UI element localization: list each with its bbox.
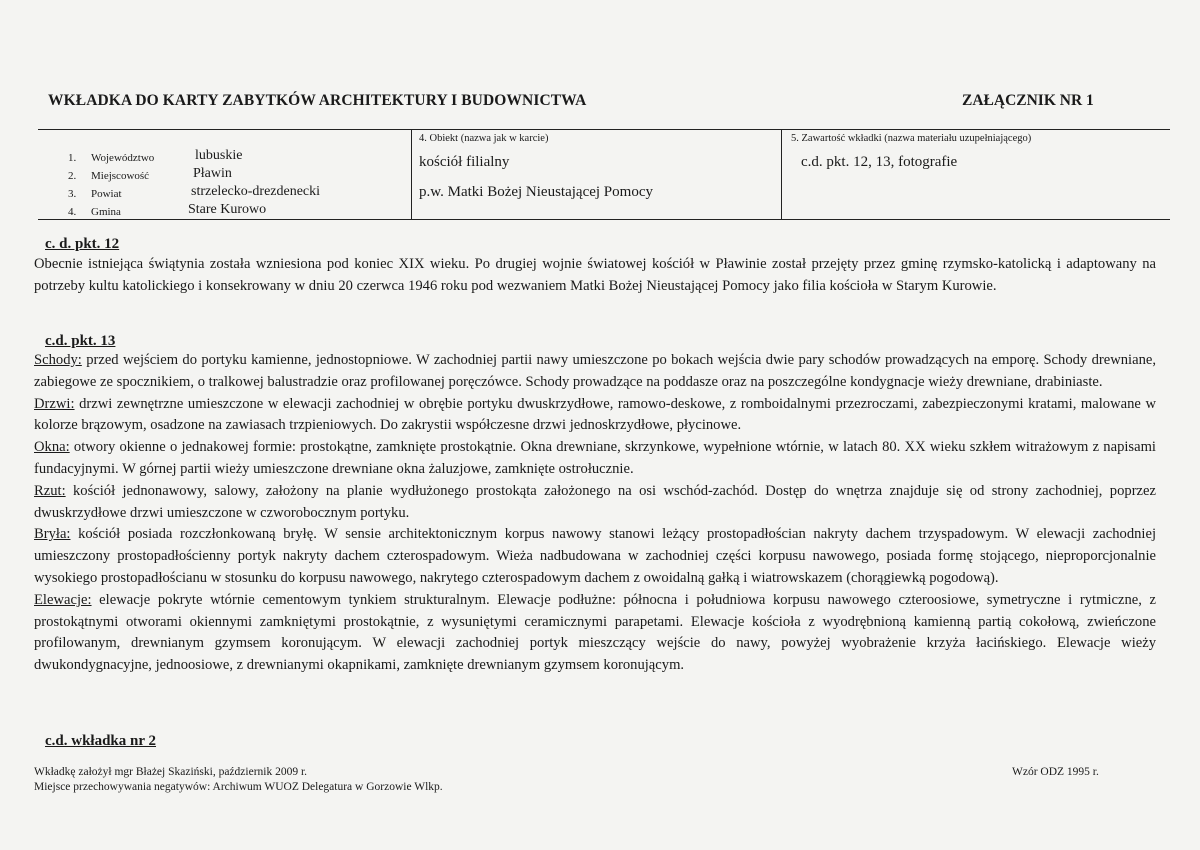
- section-13-heading: c.d. pkt. 13: [45, 333, 116, 349]
- item-text-massing: kościół posiada rozczłonkowaną bryłę. W sensie architektonicznym korpus nawowy stanowi leżący prostopadłościan nakryty dachem trzyspadowym. W elewacji zachodniej umieszczony prostopadłościenny portyk nakryty dachem czterospadowym. Wieża nadbudowana w zachodniej części korpusu nawowego, posiada formę stojącego, nieproporcjonalnie wysokiego prostopadłościanu w stosunku do korpusu nawowego, nakrytego czterospadowym dachem z owoidalną gałką i wiatrowskazem (chorągiewką pogodową).: [34, 526, 1156, 586]
- object-name: kościół filialny: [419, 154, 510, 170]
- table-divider: [411, 130, 412, 219]
- contents-value: c.d. pkt. 12, 13, fotografie: [801, 154, 958, 170]
- row-number: 4.: [68, 206, 77, 218]
- info-table: [38, 129, 1170, 220]
- row-number: 1.: [68, 152, 77, 164]
- item-text-stairs: przed wejściem do portyku kamienne, jednostopniowe. W zachodniej partii nawy umieszczone po bokach wejścia dwie pary schodów prowadzących na emporę. Schody drewniane, zabiegowe ze spocznikiem, o tralkowej balustradzie oraz profilowanej poręczówce. Schody prowadzące na poddasze oraz na poszczególne kondygnacje wieży drewniane, drabiniaste.: [34, 352, 1156, 390]
- row-value-commune: Stare Kurowo: [188, 202, 267, 217]
- description-item: [34, 526, 1156, 586]
- item-label-doors: Drzwi:: [34, 395, 75, 412]
- row-number: 3.: [68, 188, 77, 200]
- item-text-windows: otwory okienne o jednakowej formie: prostokątne, zamknięte prostokątnie. Okna drewniane, skrzynkowe, wypełnione wtórnie, w latach 80. XX wieku szkłem witrażowym z napisami fundacyjnymi. W górnej partii wieży umieszczone drewniane okna żaluzjowe, zamknięte ostrołucznie.: [34, 439, 1156, 477]
- row-value-locality: Pławin: [193, 166, 232, 181]
- description-item: [34, 352, 1156, 390]
- item-text-plan: kościół jednonawowy, salowy, założony na planie wydłużonego prostokąta założonego na osi wschód-zachód. Dostęp do wnętrza znajduje się od strony zachodniej, poprzez dwuskrzydłowe drzwi umieszczone w czworobocznym portyku.: [34, 482, 1156, 521]
- row-value-voivodeship: lubuskie: [195, 148, 243, 163]
- item-label-windows: Okna:: [34, 439, 70, 456]
- annex-label: ZAŁĄCZNIK NR 1: [962, 92, 1094, 109]
- description-item: [34, 483, 1156, 521]
- description-item: [34, 592, 1156, 673]
- next-insert-heading: c.d. wkładka nr 2: [45, 733, 157, 749]
- row-label-locality: Miejscowość: [91, 170, 150, 182]
- item-text-elevations: elewacje pokryte wtórnie cementowym tynkiem strukturalnym. Elewacje podłużne: północna i południowa korpusu nawowego czteroosiowe, symetryczne i rytmiczne, z prostokątnymi otworami okiennymi zamkniętymi prostokątnie, z wysuniętymi ceramicznymi parapetami. Elewacje kościoła z wyodrębnioną kamienną partią cokołową, zwieńczone profilowanym, drewnianym gzymsem koronującym. W elewacji zachodniej portyk mieszczący wejście do nawy, powyżej wyobrażenie krzyża łacińskiego. Elewacje wieży dwukondygnacyjne, jednoosiowe, z drewnianymi okapnikami, zamknięte drewnianym gzymsem koronującym.: [34, 591, 1156, 674]
- item-label-plan: Rzut:: [34, 482, 66, 499]
- item-label-elevations: Elewacje:: [34, 591, 92, 608]
- row-label-district: Powiat: [91, 188, 122, 200]
- row-label-voivodeship: Województwo: [91, 152, 155, 164]
- item-text-doors: drzwi zewnętrzne umieszczone w elewacji zachodniej w obrębie portyku dwuskrzydłowe, ramowo-deskowe, z romboidalnymi przezroczami, zabezpieczonymi kratami, malowane w kolorze brązowym, osadzone na zawiasach trzpieniowych. Do zakrystii współczesne drzwi jednoskrzydłowe, płycinowe.: [34, 395, 1156, 434]
- document-title: WKŁADKA DO KARTY ZABYTKÓW ARCHITEKTURY I BUDOWNICTWA: [48, 92, 587, 109]
- row-label-commune: Gmina: [91, 206, 121, 218]
- item-label-massing: Bryła:: [34, 526, 71, 543]
- description-item: [34, 396, 1156, 434]
- description-item: [34, 439, 1156, 477]
- object-caption: 4. Obiekt (nazwa jak w karcie): [419, 133, 549, 144]
- contents-caption: 5. Zawartość wkładki (nazwa materiału uzupełniającego): [791, 133, 1032, 144]
- row-value-district: strzelecko-drezdenecki: [191, 184, 321, 199]
- item-label-stairs: Schody:: [34, 352, 82, 368]
- table-divider: [781, 130, 782, 219]
- section-12-heading: c. d. pkt. 12: [45, 236, 120, 252]
- section-13-text: [34, 350, 1156, 677]
- row-number: 2.: [68, 170, 77, 182]
- object-dedication: p.w. Matki Bożej Nieustającej Pomocy: [419, 184, 653, 200]
- section-12-text: Obecnie istniejąca świątynia została wzniesiona pod koniec XIX wieku. Po drugiej wojnie światowej kościół w Pławinie został przejęty przez gminę rzymsko-katolicką i adaptowany na potrzeby kultu katolickiego i konsekrowany w dniu 20 czerwca 1946 roku pod wezwaniem Matki Bożej Nieustającej Pomocy jako filia kościoła w Starym Kurowie.: [34, 256, 1156, 294]
- footer-template: Wzór ODZ 1995 r.: [1012, 766, 1099, 778]
- footer-storage: Miejsce przechowywania negatywów: Archiwum WUOZ Delegatura w Gorzowie Wlkp.: [34, 781, 443, 793]
- footer-author: Wkładkę założył mgr Błażej Skaziński, październik 2009 r.: [34, 766, 308, 778]
